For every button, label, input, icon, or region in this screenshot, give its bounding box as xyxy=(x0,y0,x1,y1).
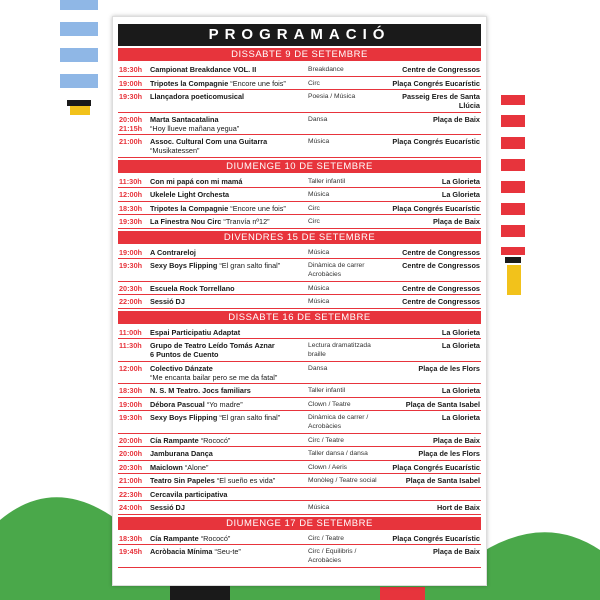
event-title xyxy=(150,79,308,88)
event-title xyxy=(150,92,308,101)
event-category: Circ / Teatre xyxy=(308,436,344,444)
event-title xyxy=(150,463,308,472)
event-time: 11:30h xyxy=(119,341,142,350)
event-time: 11:30h xyxy=(119,176,142,186)
event-title xyxy=(150,177,308,186)
event-time: 21:00h xyxy=(119,137,143,146)
event-name: A Contrareloj xyxy=(150,247,196,257)
event-location: La Glorieta xyxy=(441,327,480,337)
event-row xyxy=(118,175,481,189)
event-title xyxy=(150,364,308,382)
event-row xyxy=(118,447,481,461)
event-name: Cercavila participativa xyxy=(150,489,228,499)
event-name: La Finestra Nou Circ xyxy=(150,217,222,226)
event-name: Acròbacia Mínima xyxy=(150,547,213,556)
event-title xyxy=(150,436,308,445)
event-time: 18:30h xyxy=(119,203,143,213)
event-name: Sexy Boys Flipping xyxy=(150,413,218,422)
event-name: Assoc. Cultural Com una Guitarra xyxy=(150,137,268,146)
event-category: Música xyxy=(308,298,330,305)
event-row xyxy=(118,488,481,502)
event-title xyxy=(150,137,308,155)
event-location: Plaça de Santa Isabel xyxy=(405,399,480,409)
event-subtitle: “Hoy llueve mañana yegua” xyxy=(150,123,240,133)
event-category: Música xyxy=(308,138,330,145)
schedule xyxy=(118,48,481,568)
lighthouse-illustration-left xyxy=(55,0,110,115)
event-category: Dansa xyxy=(308,115,328,123)
event-time: 18:30h xyxy=(119,533,143,543)
event-category: Dinàmica de carrer / Acrobàcies xyxy=(308,414,369,430)
event-title xyxy=(150,341,308,359)
event-subtitle: “Yo madre” xyxy=(206,399,243,409)
event-category: Breakdance xyxy=(308,66,344,73)
event-location: Plaça de Baix xyxy=(432,435,480,445)
event-row xyxy=(118,113,481,136)
event-name: Maiclown xyxy=(150,462,183,472)
event-location: Centre de Congressos xyxy=(402,283,480,293)
event-location: La Glorieta xyxy=(441,190,480,199)
event-category: Taller infantil xyxy=(308,177,346,185)
event-category: Música xyxy=(308,248,330,256)
event-time: 11:00h xyxy=(119,327,142,337)
event-title xyxy=(150,476,308,485)
event-time: 19:30h xyxy=(119,92,143,101)
event-location: La Glorieta xyxy=(441,386,480,395)
event-title xyxy=(150,503,308,512)
program-poster xyxy=(112,16,487,586)
event-location: Plaça de Baix xyxy=(432,114,480,124)
event-subtitle: “Seu-te” xyxy=(214,547,241,556)
event-time: 22:00h xyxy=(119,297,143,306)
event-time: 20:00h xyxy=(119,449,143,458)
event-category: Circ xyxy=(308,218,320,225)
event-category: Lectura dramatitzada braille xyxy=(308,342,371,358)
event-time: 19:30h xyxy=(119,413,143,422)
event-row xyxy=(118,282,481,296)
event-row xyxy=(118,63,481,77)
event-location: Plaça de Santa Isabel xyxy=(405,476,480,485)
event-title xyxy=(150,534,308,543)
event-category: Poesia / Música xyxy=(308,93,356,100)
event-row xyxy=(118,215,481,229)
event-name: Teatro Sin Papeles xyxy=(150,476,215,485)
event-time: 19:30h xyxy=(119,261,143,270)
event-time: 22:30h xyxy=(119,489,143,499)
event-name: Grupo de Teatro Leído Tomás Aznar 6 Puntos de Cuento xyxy=(150,341,275,359)
event-time: 18:30h xyxy=(119,65,143,74)
event-location: Passeig Eres de Santa Llúcia xyxy=(402,92,480,110)
event-name: Ukelele Light Orchesta xyxy=(150,190,230,199)
event-name: Sessió DJ xyxy=(150,503,185,512)
event-category: Dinàmica de carrer Acrobàcies xyxy=(308,262,365,278)
event-location: La Glorieta xyxy=(441,341,480,350)
event-row xyxy=(118,461,481,475)
event-row xyxy=(118,545,481,568)
event-row xyxy=(118,384,481,398)
event-location: Plaça Congrés Eucarístic xyxy=(392,533,480,543)
event-category: Circ / Equilibris / Acrobàcies xyxy=(308,548,357,564)
event-title xyxy=(150,204,308,213)
event-time: 19:45h xyxy=(119,547,143,556)
day-header: DISSABTE 9 DE SETEMBRE xyxy=(118,48,481,61)
event-location: Centre de Congressos xyxy=(402,261,480,270)
event-row xyxy=(118,90,481,113)
event-row xyxy=(118,202,481,216)
event-title xyxy=(150,284,308,293)
event-title xyxy=(150,386,308,395)
event-location: Plaça de les Flors xyxy=(418,449,480,458)
event-category: Circ xyxy=(308,79,320,87)
event-location: Centre de Congressos xyxy=(402,247,480,257)
balloon-illustration-right xyxy=(495,95,527,300)
event-location: Centre de Congressos xyxy=(402,297,480,306)
event-location: Plaça de Baix xyxy=(432,217,480,226)
event-category: Dansa xyxy=(308,364,328,372)
event-subtitle: “Alone” xyxy=(184,462,209,472)
event-category: Circ xyxy=(308,204,320,212)
event-row xyxy=(118,474,481,488)
event-row xyxy=(118,295,481,309)
event-title xyxy=(150,297,308,306)
event-row xyxy=(118,188,481,202)
event-row xyxy=(118,411,481,434)
event-name: Débora Pascual xyxy=(150,399,205,409)
event-time: 24:00h xyxy=(119,503,143,512)
event-row xyxy=(118,77,481,91)
event-row xyxy=(118,362,481,385)
event-title xyxy=(150,190,308,199)
event-name: Sexy Boys Flipping xyxy=(150,261,218,270)
event-name: Campionat Breakdance VOL. II xyxy=(150,65,257,74)
event-time: 20:00h 21:15h xyxy=(119,114,143,133)
event-location: Plaça Congrés Eucarístic xyxy=(392,203,480,213)
event-category: Clown / Aeris xyxy=(308,463,348,471)
event-name: Sessió DJ xyxy=(150,297,185,306)
day-header: DIVENDRES 15 DE SETEMBRE xyxy=(118,231,481,244)
event-title xyxy=(150,261,308,270)
event-name: Tripotes la Compagnie xyxy=(150,203,229,213)
event-title xyxy=(150,65,308,74)
event-category: Monòleg / Teatre social xyxy=(308,477,377,484)
event-category: Música xyxy=(308,504,330,511)
event-location: Hort de Baix xyxy=(437,503,480,512)
event-location: Plaça de les Flors xyxy=(418,363,480,373)
event-location: La Glorieta xyxy=(441,176,480,186)
event-subtitle: “Me encanta bailar pero se me da fatal” xyxy=(150,372,278,382)
poster-title: PROGRAMACIÓ xyxy=(118,24,481,46)
event-subtitle: “Musikatessen” xyxy=(150,146,200,155)
event-location: Centre de Congressos xyxy=(402,65,480,74)
event-location: Plaça Congrés Eucarístic xyxy=(392,78,480,88)
event-time: 19:00h xyxy=(119,78,143,88)
event-subtitle: “Encore une fois” xyxy=(230,203,286,213)
event-name: Jamburana Dança xyxy=(150,449,213,458)
event-category: Circ / Teatre xyxy=(308,534,344,542)
event-row xyxy=(118,135,481,158)
event-name: Cía Rampante xyxy=(150,435,199,445)
event-row xyxy=(118,326,481,340)
event-subtitle: “Rococó” xyxy=(200,533,231,543)
hill-illustration-left xyxy=(0,480,130,600)
event-category: Clown / Teatre xyxy=(308,400,351,408)
event-name: N. S. M Teatro. Jocs familiars xyxy=(150,386,251,395)
event-title xyxy=(150,490,308,499)
event-row xyxy=(118,398,481,412)
event-time: 19:30h xyxy=(119,217,143,226)
event-time: 12:00h xyxy=(119,363,143,373)
event-subtitle: “Encore une fois” xyxy=(230,78,286,88)
event-row xyxy=(118,339,481,362)
day-header: DIUMENGE 17 DE SETEMBRE xyxy=(118,517,481,530)
event-name: Escuela Rock Torrellano xyxy=(150,283,235,293)
event-row xyxy=(118,259,481,282)
event-subtitle: “Rococó” xyxy=(200,435,231,445)
event-time: 21:00h xyxy=(119,476,143,485)
event-subtitle: “El sueño es vida” xyxy=(216,476,276,485)
event-title xyxy=(150,449,308,458)
event-location: La Glorieta xyxy=(441,413,480,422)
event-subtitle: “El gran salto final” xyxy=(219,261,281,270)
day-header: DIUMENGE 10 DE SETEMBRE xyxy=(118,160,481,173)
day-header: DISSABTE 16 DE SETEMBRE xyxy=(118,311,481,324)
event-time: 20:30h xyxy=(119,462,143,472)
event-title xyxy=(150,547,308,556)
event-time: 18:30h xyxy=(119,386,143,395)
event-location: Plaça de Baix xyxy=(432,547,480,556)
event-name: Llançadora poeticomusical xyxy=(150,92,245,101)
event-row xyxy=(118,532,481,546)
event-location: Plaça Congrés Eucarístic xyxy=(392,462,480,472)
event-title xyxy=(150,248,308,257)
event-time: 12:00h xyxy=(119,190,143,199)
event-title xyxy=(150,400,308,409)
event-row xyxy=(118,501,481,515)
event-subtitle: “El gran salto final” xyxy=(219,413,281,422)
event-name: Cía Rampante xyxy=(150,533,199,543)
event-name: Colectivo Dánzate xyxy=(150,363,213,373)
event-category: Taller infantil xyxy=(308,387,346,394)
event-row xyxy=(118,246,481,260)
event-title xyxy=(150,217,308,226)
event-row xyxy=(118,434,481,448)
event-name: Marta Santacatalina xyxy=(150,114,219,124)
event-subtitle: “Tranvía nº12” xyxy=(223,217,270,226)
event-name: Con mi papá con mi mamá xyxy=(150,176,243,186)
event-category: Música xyxy=(308,191,330,198)
event-time: 19:00h xyxy=(119,247,143,257)
event-time: 20:30h xyxy=(119,283,143,293)
event-name: Espai Participatiu Adaptat xyxy=(150,327,241,337)
event-name: Tripotes la Compagnie xyxy=(150,78,229,88)
event-location: Plaça Congrés Eucarístic xyxy=(392,137,480,146)
event-category: Taller dansa / dansa xyxy=(308,450,368,457)
event-time: 20:00h xyxy=(119,435,143,445)
event-title xyxy=(150,115,308,133)
event-category: Música xyxy=(308,284,330,292)
event-title xyxy=(150,413,308,422)
event-title xyxy=(150,328,308,337)
event-time: 19:00h xyxy=(119,399,143,409)
